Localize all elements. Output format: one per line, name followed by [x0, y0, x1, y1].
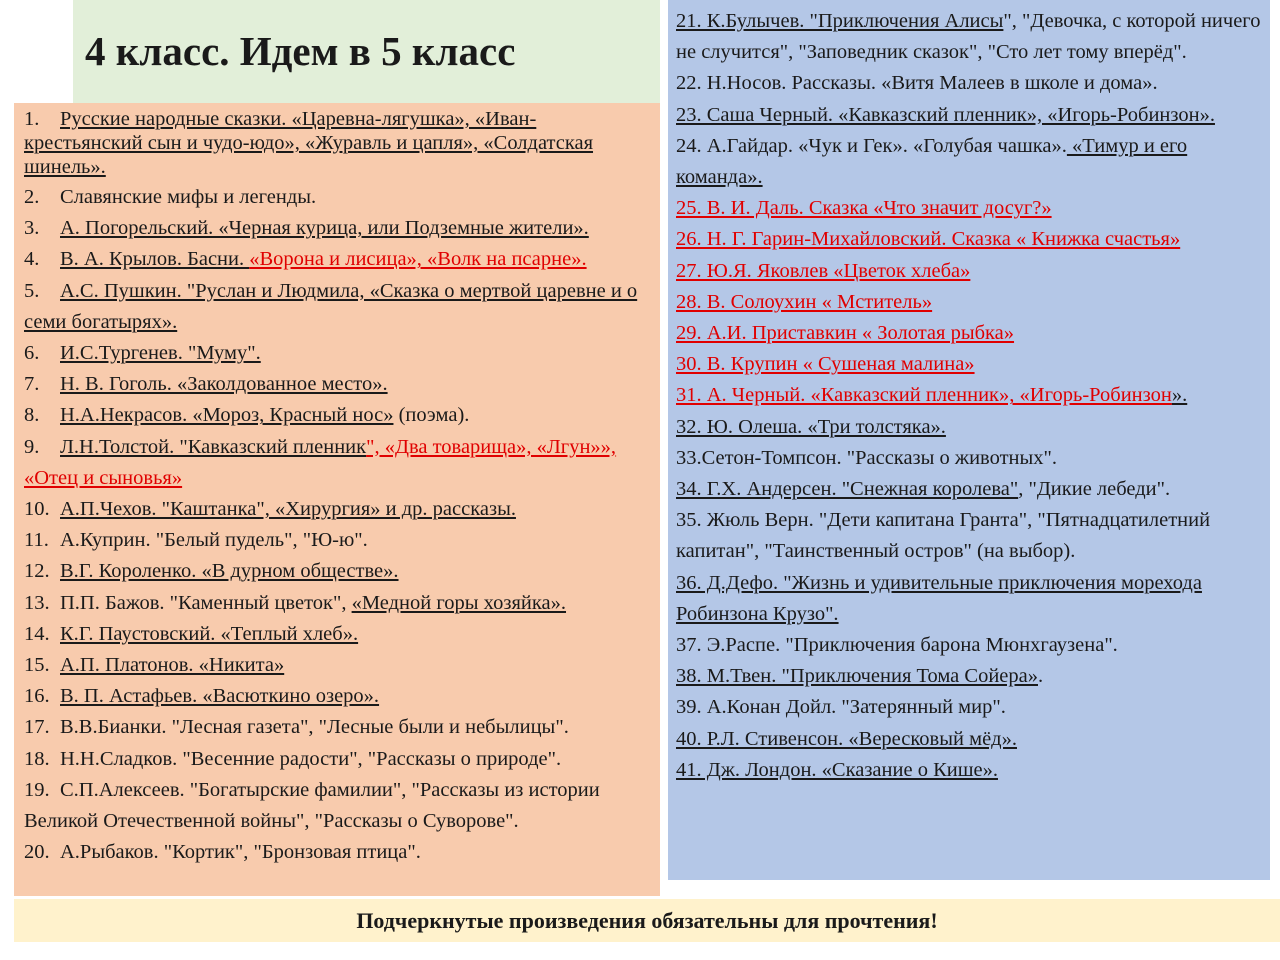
list-item-text: 40. Р.Л. Стивенсон. «Вересковый мёд». — [676, 727, 1017, 750]
list-item-text: К.Г. Паустовский. «Теплый хлеб». — [60, 622, 359, 645]
list-item — [676, 6, 1268, 68]
list-item-text: В.Г. Короленко. «В дурном обществе». — [60, 560, 399, 583]
list-item-text: И.С.Тургенев. "Муму". — [60, 342, 261, 365]
list-item-number: 8. — [24, 404, 40, 427]
list-item-number: 4. — [24, 248, 40, 271]
list-item — [676, 318, 1268, 349]
list-item-text: 26. Н. Г. Гарин-Михайловский. Сказка « Книжка счастья» — [676, 228, 1181, 251]
list-item — [24, 244, 654, 275]
list-item — [24, 588, 654, 619]
list-item-number: 5. — [24, 279, 40, 302]
list-item-number: 10. — [24, 498, 50, 521]
list-item-text: «Ворона и лисица», «Волк на псарне». — [249, 248, 587, 271]
list-item — [676, 100, 1268, 131]
list-item-text: А.Куприн. "Белый пудель", "Ю-ю". — [60, 529, 368, 552]
list-item-text: С.П.Алексеев. "Богатырские фамилии", "Рассказы из истории Великой Отечественной войны", "Рассказы о Суворове". — [24, 778, 600, 833]
list-item — [24, 494, 654, 525]
list-item-text: А.П.Чехов. "Каштанка", «Хирургия» и др. рассказы. — [60, 498, 516, 521]
list-item-text: ». — [1171, 384, 1188, 407]
list-item-text: Н.А.Некрасов. «Мороз, Красный нос» — [60, 404, 394, 427]
list-item — [676, 68, 1268, 99]
list-item — [676, 443, 1268, 474]
list-item-text: В. П. Астафьев. «Васюткино озеро». — [60, 685, 380, 708]
list-item-text: 38. М.Твен. "Приключения Тома Сойера» — [676, 665, 1038, 688]
list-item-text: 31. А. Черный. «Кавказский пленник», «Игорь-Робинзон — [676, 384, 1172, 407]
list-item-number: 13. — [24, 591, 50, 614]
list-item-text: 30. В. Крупин « Сушеная малина» — [676, 353, 975, 376]
list-item — [676, 692, 1268, 723]
list-item-text: Н. В. Гоголь. «Заколдованное место». — [60, 373, 388, 396]
list-item-text: 34. Г.Х. Андерсен. "Снежная королева" — [676, 478, 1019, 501]
list-item-text: 28. В. Солоухин « Мститель» — [676, 290, 933, 313]
list-item-text: Русские народные сказки. «Царевна-лягушка», «Иван-крестьянский сын и чудо-юдо», «Журавль и цапля», «Солдатская шинель». — [24, 108, 594, 178]
list-item-text: , "Дикие лебеди". — [1018, 478, 1171, 501]
list-item — [24, 107, 654, 179]
list-item-text: 27. Ю.Я. Яковлев «Цветок хлеба» — [676, 259, 971, 282]
list-item-number: 17. — [24, 716, 50, 739]
list-item — [24, 837, 654, 868]
list-item-text: А. Погорельский. «Черная курица, или Подземные жители». — [60, 217, 589, 240]
list-item — [24, 432, 654, 494]
left-reading-list-panel — [14, 103, 660, 896]
right-reading-list-panel — [668, 0, 1270, 880]
list-item-number: 11. — [24, 529, 49, 552]
list-item-number: 20. — [24, 841, 50, 864]
list-item — [24, 525, 654, 556]
list-item-number: 9. — [24, 435, 40, 458]
list-item — [676, 568, 1268, 630]
list-item — [24, 400, 654, 431]
list-item — [676, 474, 1268, 505]
list-item-number: 18. — [24, 747, 50, 770]
list-item-number: 7. — [24, 373, 40, 396]
list-item-number: 16. — [24, 685, 50, 708]
list-item-text: 23. Саша Черный. «Кавказский пленник», «Игорь-Робинзон». — [676, 103, 1215, 126]
list-item-text: 22. Н.Носов. Рассказы. «Витя Малеев в школе и дома». — [676, 72, 1158, 95]
list-item-number: 15. — [24, 654, 50, 677]
list-item-text: 37. Э.Распе. "Приключения барона Мюнхгаузена". — [676, 634, 1118, 657]
list-item — [676, 380, 1268, 411]
list-item — [24, 681, 654, 712]
list-item-text: 29. А.И. Приставкин « Золотая рыбка» — [676, 322, 1015, 345]
list-item — [676, 287, 1268, 318]
list-item-number: 14. — [24, 622, 50, 645]
list-item-number: 6. — [24, 342, 40, 365]
list-item-text: 39. А.Конан Дойл. "Затерянный мир". — [676, 696, 1006, 719]
list-item — [676, 193, 1268, 224]
list-item — [24, 744, 654, 775]
list-item-text: 35. Жюль Верн. "Дети капитана Гранта", "Пятнадцатилетний капитан", "Таинственный остров" (на выбор). — [676, 509, 1211, 563]
list-item-text: П.П. Бажов. "Каменный цветок", — [60, 591, 352, 614]
list-item-text: ", "Девочка, с которой ничего не случится", "Заповедник сказок", "Сто лет тому вперёд". — [676, 10, 1261, 64]
list-item-number: 19. — [24, 778, 50, 801]
page-title: 4 класс. Идем в 5 класс — [85, 28, 516, 74]
list-item-text: 33.Сетон-Томпсон. "Рассказы о животных". — [676, 446, 1058, 469]
list-item — [676, 661, 1268, 692]
list-item-text: 21. К.Булычев. "Приключения Алисы — [676, 10, 1004, 32]
list-item-text: В. А. Крылов. Басни. — [60, 248, 250, 271]
list-item — [24, 276, 654, 338]
list-item-text: (поэма). — [393, 404, 470, 427]
list-item-text: 25. В. И. Даль. Сказка «Что значит досуг?» — [676, 197, 1052, 220]
list-item — [676, 755, 1268, 786]
list-item-number: 2. — [24, 186, 40, 208]
list-item — [676, 412, 1268, 443]
list-item — [24, 369, 654, 400]
list-item-text: 24. А.Гайдар. «Чук и Гек». «Голубая чашка». — [676, 134, 1067, 157]
list-item-text: . — [1038, 665, 1044, 688]
left-reading-list — [24, 107, 654, 868]
list-item-text: Л.Н.Толстой. "Кавказский пленник — [60, 435, 367, 458]
right-reading-list — [676, 6, 1268, 786]
list-item — [24, 712, 654, 743]
list-item — [676, 256, 1268, 287]
list-item — [676, 505, 1268, 567]
list-item-text: ", «Два товарища», «Лгун»», «Отец и сыновья» — [24, 435, 617, 489]
list-item — [676, 131, 1268, 193]
list-item-number: 12. — [24, 560, 50, 583]
footer-note: Подчеркнутые произведения обязательны для прочтения! — [14, 899, 1280, 942]
list-item-text: В.В.Бианки. "Лесная газета", "Лесные были и небылицы". — [60, 716, 569, 739]
list-item-text: «Медной горы хозяйка». — [351, 591, 567, 614]
list-item-text: Н.Н.Сладков. "Весенние радости", "Рассказы о природе". — [60, 747, 562, 770]
list-item — [676, 724, 1268, 755]
list-item — [24, 213, 654, 244]
list-item — [24, 182, 654, 213]
list-item — [676, 349, 1268, 380]
list-item — [24, 556, 654, 587]
title-box — [73, 0, 660, 103]
list-item — [24, 338, 654, 369]
list-item-number: 3. — [24, 217, 40, 240]
list-item — [24, 775, 654, 837]
list-item-text: «Тимур и его команда». — [676, 134, 1188, 189]
list-item — [24, 619, 654, 650]
list-item — [676, 224, 1268, 255]
list-item-text: А.П. Платонов. «Никита» — [60, 654, 285, 677]
list-item — [24, 650, 654, 681]
list-item-number: 1. — [24, 108, 40, 130]
list-item-text: 36. Д.Дефо. "Жизнь и удивительные приключения морехода Робинзона Крузо". — [676, 571, 1202, 625]
list-item-text: А.С. Пушкин. "Руслан и Людмила, «Сказка о мертвой царевне и о семи богатырях». — [24, 279, 638, 333]
list-item-text: А.Рыбаков. "Кортик", "Бронзовая птица". — [60, 841, 421, 864]
list-item-text: 41. Дж. Лондон. «Сказание о Кише». — [676, 758, 998, 781]
list-item — [676, 630, 1268, 661]
list-item-text: 32. Ю. Олеша. «Три толстяка». — [676, 415, 946, 438]
list-item-text: Славянские мифы и легенды. — [60, 186, 317, 208]
